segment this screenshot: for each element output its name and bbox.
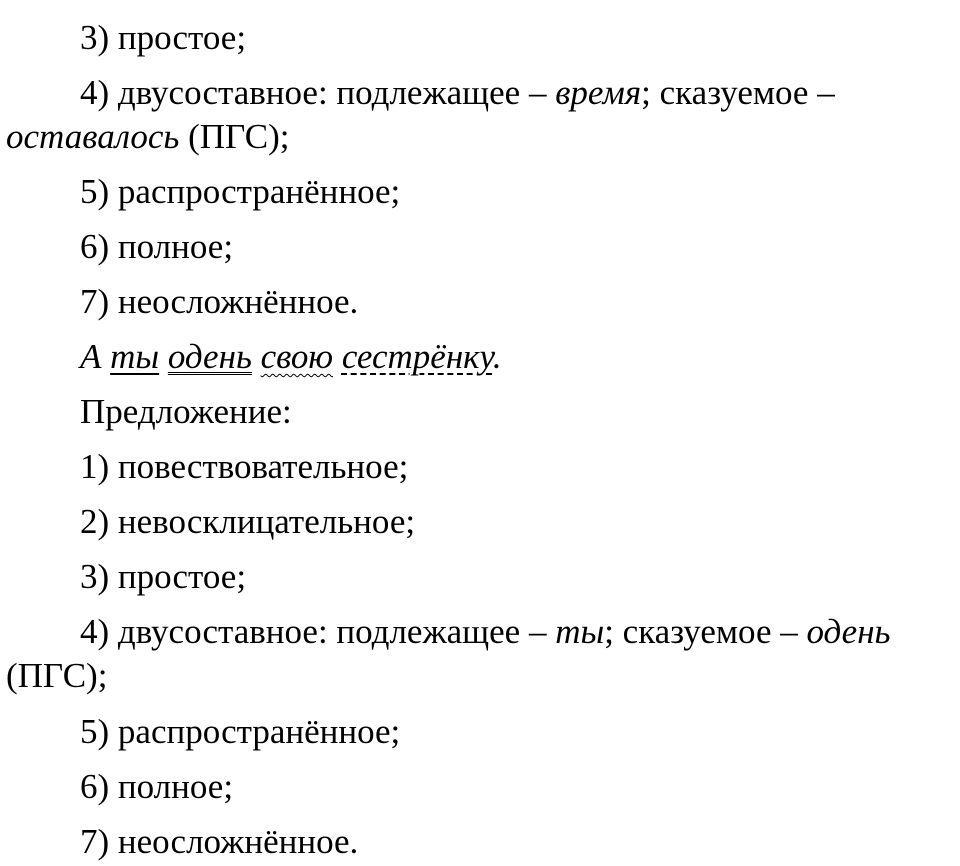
item-text: 2) невосклицательное; [80, 502, 416, 541]
list-item [80, 712, 960, 752]
list-item [80, 502, 960, 542]
heading-text: Предложение: [80, 392, 292, 431]
list-item [80, 557, 960, 597]
predicate-word: одень [167, 337, 252, 376]
list-item [80, 172, 960, 212]
list-item [80, 73, 960, 113]
item-text: 7) неосложнённое. [80, 822, 359, 861]
object-word: сестрёнку [341, 337, 493, 376]
attribute-word: свою [260, 337, 334, 376]
list-item [80, 18, 960, 58]
item-text: 5) распространённое; [80, 172, 401, 211]
item-text: (ПГС); [6, 656, 108, 695]
item-text: 1) повествовательное; [80, 447, 409, 486]
section-heading [80, 392, 960, 432]
predicate-word: оставалось [6, 117, 180, 156]
item-text: 5) распространённое; [80, 712, 401, 751]
sentence-word: А [80, 337, 102, 376]
list-item [80, 767, 960, 807]
item-text: ; сказуемое – [641, 73, 835, 112]
list-item-continuation [6, 656, 960, 696]
list-item [80, 282, 960, 322]
item-text: 4) двусоставное: подлежащее – [80, 612, 556, 651]
list-item-continuation [6, 117, 960, 157]
item-text: (ПГС); [179, 117, 290, 156]
list-item [80, 227, 960, 267]
example-sentence [80, 337, 960, 377]
predicate-word: одень [806, 612, 891, 651]
item-text: 3) простое; [80, 18, 247, 57]
item-text: 4) двусоставное: подлежащее – [80, 73, 556, 112]
item-text: ; сказуемое – [604, 612, 807, 651]
list-item [80, 447, 960, 487]
subject-word: ты [555, 612, 605, 651]
subject-word: ты [110, 337, 160, 376]
subject-word: время [555, 73, 642, 112]
list-item [80, 612, 960, 652]
item-text: 6) полное; [80, 227, 234, 266]
item-text: 6) полное; [80, 767, 234, 806]
list-item [80, 822, 960, 862]
item-text: 7) неосложнённое. [80, 282, 359, 321]
item-text: 3) простое; [80, 557, 247, 596]
sentence-end: . [492, 337, 502, 376]
